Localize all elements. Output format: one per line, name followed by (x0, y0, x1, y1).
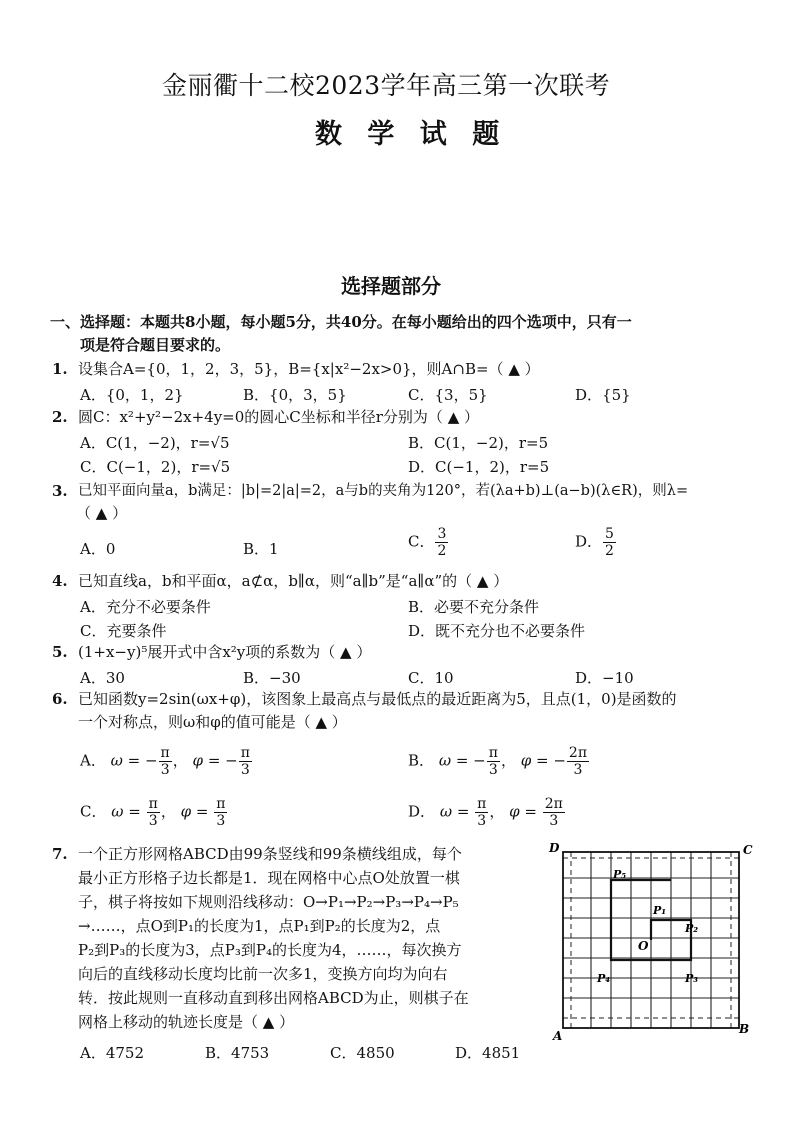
option-d (575, 526, 617, 559)
option-a: A． ω = − $\frac{\pi}{3}$ ， φ = − $\frac{\pi}{3}$ (80, 745, 250, 778)
question-number: 7. (52, 845, 68, 863)
option-b: B．4753 (205, 1044, 270, 1062)
option-c: C．C(−1，2)，r=√5 (80, 458, 231, 476)
question-stem-cont: 一个对称点，则ω和φ的值可能是（ ▲ ） (78, 713, 347, 731)
corner-d-label: D (549, 841, 560, 855)
option-a: A．30 (80, 669, 125, 687)
option-label: C． (408, 532, 435, 551)
numerator: 2π (544, 796, 563, 812)
point-p3-label: P₃ (685, 972, 699, 985)
section-title: 选择题部分 (341, 274, 441, 298)
option-c: C．充要条件 (80, 622, 167, 640)
question-number: 3. (52, 482, 68, 500)
question-stem: 圆C：x²+y²−2x+4y=0的圆心C坐标和半径r分别为（ ▲ ） (78, 408, 479, 426)
numerator: π (216, 796, 226, 812)
question-stem: 已知函数y=2sin(ωx+φ)，该图象上最高点与最低点的最近距离为5，且点(1，0)是函数的 (78, 690, 677, 708)
option-d: D． ω = $\frac{\pi}{3}$ ， φ = $\frac{2\pi}{3}$ (408, 796, 563, 829)
numerator: π (240, 745, 250, 761)
option-c: C．{3，5} (408, 386, 488, 404)
point-p5-label: P₅ (613, 868, 627, 881)
corner-a-label: A (553, 1029, 563, 1040)
denominator: 3 (216, 813, 226, 829)
point-p1-label: P₁ (653, 904, 667, 917)
option-d: D．既不充分也不必要条件 (408, 622, 586, 640)
denominator: 3 (477, 813, 487, 829)
stem-line: 转．按此规则一直移动直到移出网格ABCD为止，则棋子在 (78, 989, 469, 1007)
numerator: π (160, 745, 170, 761)
option-c: C．10 (408, 669, 454, 687)
omega-sign: − (473, 751, 486, 770)
section-intro-line1: 一、选择题：本题共8小题，每小题5分，共40分。在每小题给出的四个选项中，只有一 (50, 313, 632, 331)
corner-c-label: C (743, 843, 753, 857)
question-number: 6. (52, 690, 68, 708)
phi-sign: − (225, 751, 238, 770)
fraction (159, 745, 172, 778)
stem-line: 一个正方形网格ABCD由99条竖线和99条横线组成，每个 (78, 845, 462, 863)
option-a: A．充分不必要条件 (80, 598, 211, 616)
fraction (487, 745, 500, 778)
numerator: 3 (437, 526, 447, 542)
option-c (408, 526, 449, 559)
option-d: D．C(−1，2)，r=5 (408, 458, 550, 476)
option-a: A．C(1，−2)，r=√5 (80, 434, 230, 452)
grid-figure (545, 840, 760, 1040)
option-a: A．0 (80, 540, 116, 558)
stem-line: →……，点O到P₁的长度为1，点P₁到P₂的长度为2，点 (78, 917, 441, 935)
numerator: 5 (605, 526, 614, 542)
option-a: A．4752 (80, 1044, 145, 1062)
fraction (435, 526, 448, 559)
point-p4-label: P₄ (597, 972, 611, 985)
section-intro-line2: 项是符合题目要求的。 (80, 336, 231, 354)
option-a: A．{0，1，2} (80, 386, 184, 404)
stem-line: 最小正方形格子边长都是1．现在网格中心点O处放置一棋 (78, 869, 460, 887)
denominator: 3 (160, 762, 170, 778)
stem-line: 子，棋子将按如下规则沿线移动：O→P₁→P₂→P₃→P₄→P₅ (78, 893, 459, 911)
fraction (603, 526, 616, 559)
question-stem: 已知直线a，b和平面α，a⊄α，b∥α，则“a∥b”是“a∥α”的（ ▲ ） (78, 572, 509, 590)
option-label: A． (80, 751, 106, 770)
question-stem-cont: （ ▲ ） (76, 504, 128, 522)
option-label: B． (408, 751, 435, 770)
stem-line: 向后的直线移动长度均比前一次多1，变换方向均为向右 (78, 965, 448, 983)
option-label: D． (408, 802, 436, 821)
question-number: 1. (52, 360, 68, 378)
numerator: 2π (568, 745, 588, 761)
corner-b-label: B (739, 1022, 750, 1036)
question-stem: 设集合A={0，1，2，3，5}，B={x|x²−2x>0}，则A∩B=（ ▲ ） (78, 360, 540, 378)
fraction (239, 745, 252, 778)
denominator: 2 (437, 543, 447, 559)
question-number: 5. (52, 643, 68, 661)
option-d: D．4851 (455, 1044, 521, 1062)
option-c: C． ω = $\frac{\pi}{3}$ ， φ = $\frac{\pi}{3}$ (80, 796, 226, 829)
fraction (147, 796, 160, 829)
option-d: D．−10 (575, 669, 634, 687)
question-number: 4. (52, 572, 68, 590)
question-number: 2. (52, 408, 68, 426)
point-o-label: O (638, 939, 649, 953)
question-stem: (1+x−y)⁵展开式中含x²y项的系数为（ ▲ ） (78, 643, 372, 661)
exam-subject: 数 学 试 题 (315, 119, 508, 150)
option-label: C． (80, 802, 107, 821)
numerator: π (488, 745, 498, 761)
numerator: π (148, 796, 158, 812)
option-d: D．{5} (575, 386, 631, 404)
option-b: B．−30 (243, 669, 301, 687)
stem-line: P₂到P₃的长度为3，点P₃到P₄的长度为4，……，每次换方 (78, 941, 462, 959)
stem-line: 网格上移动的轨迹长度是（ ▲ ） (78, 1013, 295, 1031)
fraction (567, 745, 589, 778)
denominator: 3 (573, 762, 583, 778)
omega-sign: − (144, 751, 158, 770)
question-stem-block (78, 845, 540, 1037)
numerator: π (477, 796, 487, 812)
denominator: 3 (148, 813, 158, 829)
fraction (475, 796, 488, 829)
fraction (214, 796, 227, 829)
option-b: B．1 (243, 540, 279, 558)
option-label: D． (575, 532, 603, 551)
option-b: B．必要不充分条件 (408, 598, 540, 616)
exam-title: 金丽衢十二校2023学年高三第一次联考 (162, 71, 611, 100)
question-stem: 已知平面向量a，b满足：|b|=2|a|=2，a与b的夹角为120°，若(λa+b)⊥(a−b)(λ∈R)，则λ= (78, 483, 689, 499)
option-c: C．4850 (330, 1044, 395, 1062)
fraction (543, 796, 565, 829)
denominator: 2 (605, 543, 614, 559)
denominator: 3 (240, 762, 250, 778)
option-b: B．{0，3，5} (243, 386, 347, 404)
denominator: 3 (549, 813, 559, 829)
option-b: B．C(1，−2)，r=5 (408, 434, 549, 452)
point-p2-label: P₂ (685, 922, 699, 935)
option-b: B． ω = − $\frac{\pi}{3}$ ， φ = − $\frac{2\pi}{3}$ (408, 745, 588, 778)
denominator: 3 (488, 762, 498, 778)
phi-sign: − (553, 751, 566, 770)
